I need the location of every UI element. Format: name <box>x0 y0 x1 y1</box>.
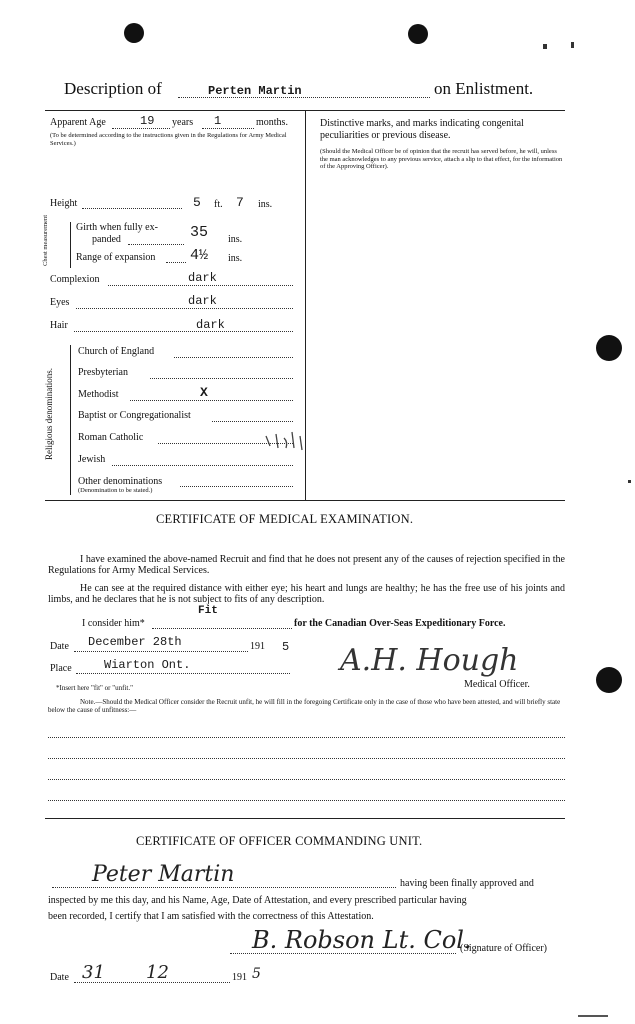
denomination-methodist: Methodist <box>78 389 119 400</box>
header-name-line <box>178 97 430 98</box>
commanding-date-day: 31 <box>82 962 105 983</box>
commanding-signature-line <box>230 953 456 954</box>
denomination-church-of-england: Church of England <box>78 346 155 357</box>
speck <box>628 480 631 483</box>
chest-measurement-label: Chest measurement <box>42 214 49 266</box>
medical-year-prefix: 191 <box>250 641 265 652</box>
religious-denominations-label: Religious denominations. <box>44 368 54 460</box>
signature-of-officer-label: (Signature of Officer) <box>460 943 548 954</box>
header-title-prefix: Description of <box>64 79 162 98</box>
denomination-line <box>112 465 293 466</box>
years-label: years <box>172 117 194 128</box>
medical-place-value: Wiarton Ont. <box>104 658 191 672</box>
age-years-value: 19 <box>140 114 155 128</box>
faint-handwriting-mark <box>262 428 312 452</box>
punch-hole-top-right <box>408 24 428 44</box>
denomination-presbyterian: Presbyterian <box>78 367 128 378</box>
denomination-line <box>180 486 293 487</box>
distinctive-marks-note: (Should the Medical Officer be of opinion that the recruit has served before, he will, unless the man acknowledges to any previous service, attach a slip to that effect, for the information of the Approving Officer). <box>320 148 563 170</box>
height-label: Height <box>50 198 78 209</box>
complexion-line <box>108 285 293 286</box>
denomination-roman-catholic: Roman Catholic <box>78 432 144 443</box>
months-label: months. <box>256 117 288 128</box>
medical-year-digit: 5 <box>282 640 290 654</box>
unfit-note: Note.—Should the Medical Officer consider the Recruit unfit, he will fill in the foregoing Certificate only in the case of those who have been attested, and will briefly state below the cause of unfitness:— <box>48 698 561 714</box>
medical-place-line <box>76 673 290 674</box>
chest-bracket <box>70 222 71 268</box>
commanding-year-prefix: 191 <box>232 972 247 983</box>
age-months-line <box>202 128 254 129</box>
girth-label-line1: Girth when fully ex- <box>76 222 158 233</box>
commanding-certificate-title: CERTIFICATE OF OFFICER COMMANDING UNIT. <box>136 834 423 848</box>
punch-hole-top-left <box>124 23 144 43</box>
expansion-label: Range of expansion <box>76 252 156 263</box>
commanding-year-digit: 5 <box>252 966 261 982</box>
speck <box>571 42 574 48</box>
distinctive-marks-heading-1: Distinctive marks, and marks indicating congenital <box>320 118 524 129</box>
consider-him-suffix: for the Canadian Over-Seas Expeditionary Force. <box>294 618 506 629</box>
expansion-leader-line <box>166 262 186 263</box>
hair-line <box>74 331 293 332</box>
distinctive-marks-heading-2: peculiarities or previous disease. <box>320 130 451 141</box>
header-title-suffix: on Enlistment. <box>434 79 534 98</box>
recruit-signature-line <box>52 887 396 888</box>
other-denominations-label: Other denominations <box>78 476 163 487</box>
age-months-value: 1 <box>214 114 222 128</box>
height-inches-label: ins. <box>258 199 273 210</box>
denomination-line <box>130 400 293 401</box>
description-bottom-rule <box>45 500 565 501</box>
apparent-age-label: Apparent Age <box>50 117 106 128</box>
feet-label: ft. <box>214 199 223 210</box>
consider-him-label: I consider him* <box>82 618 145 629</box>
girth-leader-line <box>128 244 184 245</box>
unfit-reason-line <box>48 758 565 759</box>
age-years-line <box>112 128 170 129</box>
insert-fit-note: *Insert here "fit" or "unfit." <box>56 684 133 692</box>
medical-date-value: December 28th <box>88 635 182 649</box>
commanding-text-2: inspected by me this day, and his Name, Age, Date of Attestation, and every prescribed particular having <box>48 895 467 906</box>
other-denominations-note: (Denomination to be stated.) <box>78 487 153 494</box>
recruit-signature: Peter Martin <box>92 862 235 887</box>
medical-officer-signature: A.H. Hough <box>340 643 519 678</box>
complexion-label: Complexion <box>50 274 100 285</box>
unfit-reason-line <box>48 800 565 801</box>
girth-unit: ins. <box>228 234 243 245</box>
medical-certificate-title: CERTIFICATE OF MEDICAL EXAMINATION. <box>156 512 414 526</box>
commanding-text-1: having been finally approved and <box>400 878 534 889</box>
expansion-value: 4½ <box>190 247 209 264</box>
denomination-line <box>150 378 293 379</box>
unfit-reason-line <box>48 779 565 780</box>
eyes-value: dark <box>188 294 217 308</box>
medical-bottom-rule <box>45 818 565 819</box>
commanding-date-month: 12 <box>146 962 169 983</box>
eyes-line <box>76 308 293 309</box>
denomination-line <box>212 421 293 422</box>
height-leader-line <box>82 208 182 209</box>
unfit-reason-line <box>48 737 565 738</box>
height-feet-value: 5 <box>193 195 201 210</box>
age-instructions-note: (To be determined according to the instructions given in the Regulations for Army Medical Services.) <box>50 132 287 147</box>
complexion-value: dark <box>188 271 217 285</box>
fitness-line <box>152 628 292 629</box>
religion-bracket <box>70 345 71 495</box>
commanding-date-label: Date <box>50 972 69 983</box>
speck <box>578 1015 608 1017</box>
girth-value: 35 <box>190 224 209 241</box>
punch-hole-right-2 <box>596 667 622 693</box>
denomination-line <box>174 357 293 358</box>
methodist-mark: X <box>200 385 208 400</box>
medical-place-label: Place <box>50 663 72 674</box>
medical-paragraph-1: I have examined the above-named Recruit and find that he does not present any of the causes of rejection specified in the Regulations for Army Medical Services. <box>48 554 565 576</box>
hair-label: Hair <box>50 320 68 331</box>
hair-value: dark <box>196 318 225 332</box>
punch-hole-right-1 <box>596 335 622 361</box>
commanding-officer-signature: B. Robson Lt. Col. <box>252 926 472 954</box>
height-inches-value: 7 <box>236 195 244 210</box>
fitness-value: Fit <box>198 605 218 617</box>
medical-paragraph-2: He can see at the required distance with either eye; his heart and lungs are healthy; he has the free use of his joints and limbs, and he declares that he is not subject to fits of any description. <box>48 583 565 605</box>
expansion-unit: ins. <box>228 253 243 264</box>
recruit-name: Perten Martin <box>208 84 302 98</box>
commanding-text-3: been recorded, I certify that I am satisfied with the correctness of this Attestation. <box>48 911 374 922</box>
speck <box>543 44 547 49</box>
medical-date-line <box>74 651 248 652</box>
eyes-label: Eyes <box>50 297 70 308</box>
girth-label-line2: panded <box>92 234 121 245</box>
medical-date-label: Date <box>50 641 69 652</box>
denomination-baptist: Baptist or Congregationalist <box>78 410 191 421</box>
medical-officer-title: Medical Officer. <box>464 679 530 690</box>
denomination-jewish: Jewish <box>78 454 106 465</box>
